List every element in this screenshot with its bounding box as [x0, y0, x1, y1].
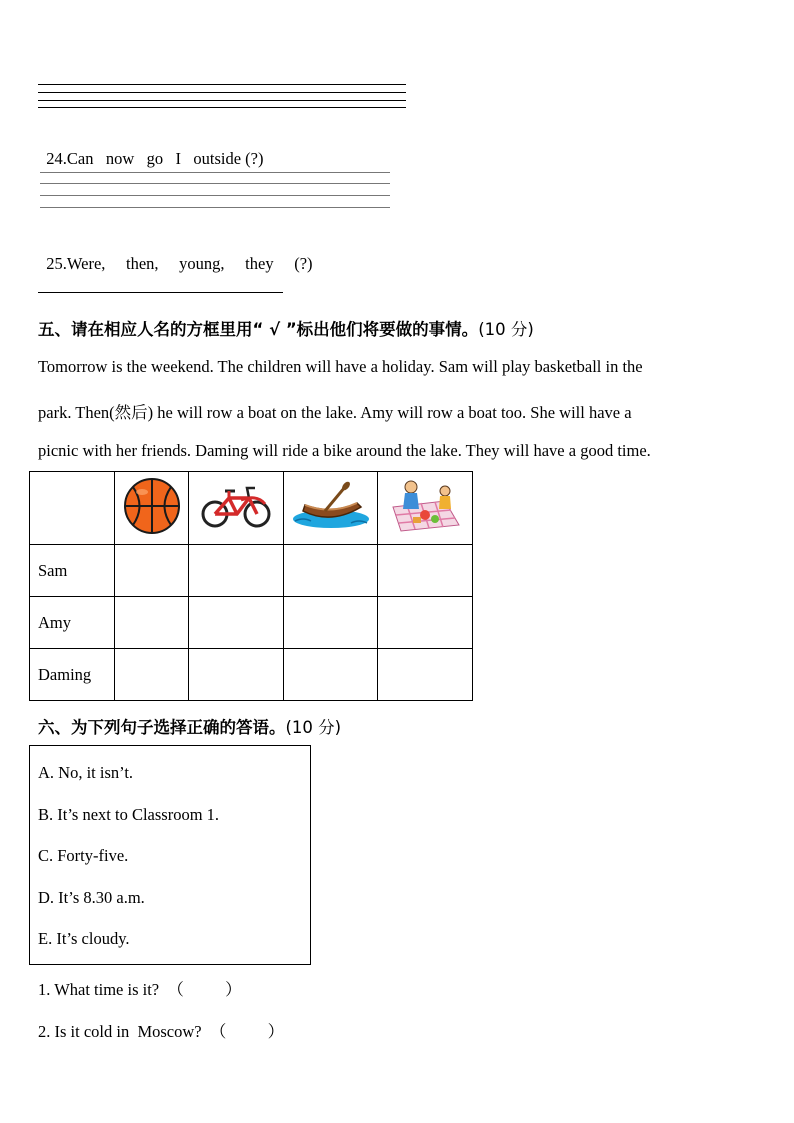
answer-line: [40, 172, 390, 173]
passage-line-2: park. Then(然后) he will row a boat on the lake. Amy will row a boat too. She will have a: [38, 403, 632, 422]
option-c: C. Forty-five.: [38, 846, 129, 865]
check-box[interactable]: [378, 649, 473, 701]
question-text: Can now go I outside (?): [66, 149, 264, 168]
passage-line-1: Tomorrow is the weekend. The children will have a holiday. Sam will play basketball in the: [38, 357, 643, 376]
answer-line: [38, 100, 406, 101]
answer-line: [38, 92, 406, 93]
header-cell: [115, 472, 189, 545]
check-box[interactable]: [378, 545, 473, 597]
option-b: B. It’s next to Classroom 1.: [38, 805, 220, 824]
check-box[interactable]: [284, 545, 378, 597]
check-box[interactable]: [189, 597, 284, 649]
question-24: [38, 129, 263, 169]
question-number: 25.: [46, 254, 67, 273]
name-cell-sam: Sam: [30, 545, 115, 597]
section-5-title: 五、请在相应人名的方框里用“ √ ”标出他们将要做的事情。(10 分): [38, 320, 534, 339]
name-cell-daming: Daming: [30, 649, 115, 701]
check-box[interactable]: [115, 545, 189, 597]
name-cell-amy: Amy: [30, 597, 115, 649]
answer-line: [38, 292, 283, 293]
answer-line: [40, 207, 390, 208]
rowboat-icon: [291, 481, 371, 531]
activity-table: [29, 471, 473, 701]
answer-options-box: [29, 745, 311, 965]
basketball-icon: [122, 476, 182, 536]
section-points: (10 分): [478, 320, 534, 339]
passage-line-3: picnic with her friends. Daming will ride a bike around the lake. They will have a good time.: [38, 441, 651, 460]
header-cell: [378, 472, 473, 545]
header-cell: [189, 472, 284, 545]
section-6-title: 六、为下列句子选择正确的答语。(10 分): [38, 718, 342, 737]
check-box[interactable]: [115, 597, 189, 649]
check-box[interactable]: [115, 649, 189, 701]
question-25: [38, 234, 313, 274]
section-points: (10 分): [285, 718, 342, 737]
answer-line: [40, 183, 390, 184]
check-box[interactable]: [189, 545, 284, 597]
option-e: E. It’s cloudy.: [38, 929, 130, 948]
corner-cell: [30, 472, 115, 545]
question-2: 2. Is it cold in Moscow? （ ）: [38, 1022, 285, 1041]
question-number: 24.: [46, 149, 67, 168]
header-cell: [284, 472, 378, 545]
answer-line: [38, 107, 406, 108]
answer-line: [40, 195, 390, 196]
check-box[interactable]: [189, 649, 284, 701]
check-box[interactable]: [284, 597, 378, 649]
option-d: D. It’s 8.30 a.m.: [38, 888, 145, 907]
check-box[interactable]: [284, 649, 378, 701]
option-a: A. No, it isn’t.: [38, 763, 134, 782]
question-1: 1. What time is it? （ ）: [38, 980, 242, 999]
answer-line: [38, 84, 406, 85]
question-text: Were, then, young, they (?): [66, 254, 313, 273]
picnic-icon: [387, 479, 463, 533]
bicycle-icon: [199, 482, 273, 530]
check-box[interactable]: [378, 597, 473, 649]
